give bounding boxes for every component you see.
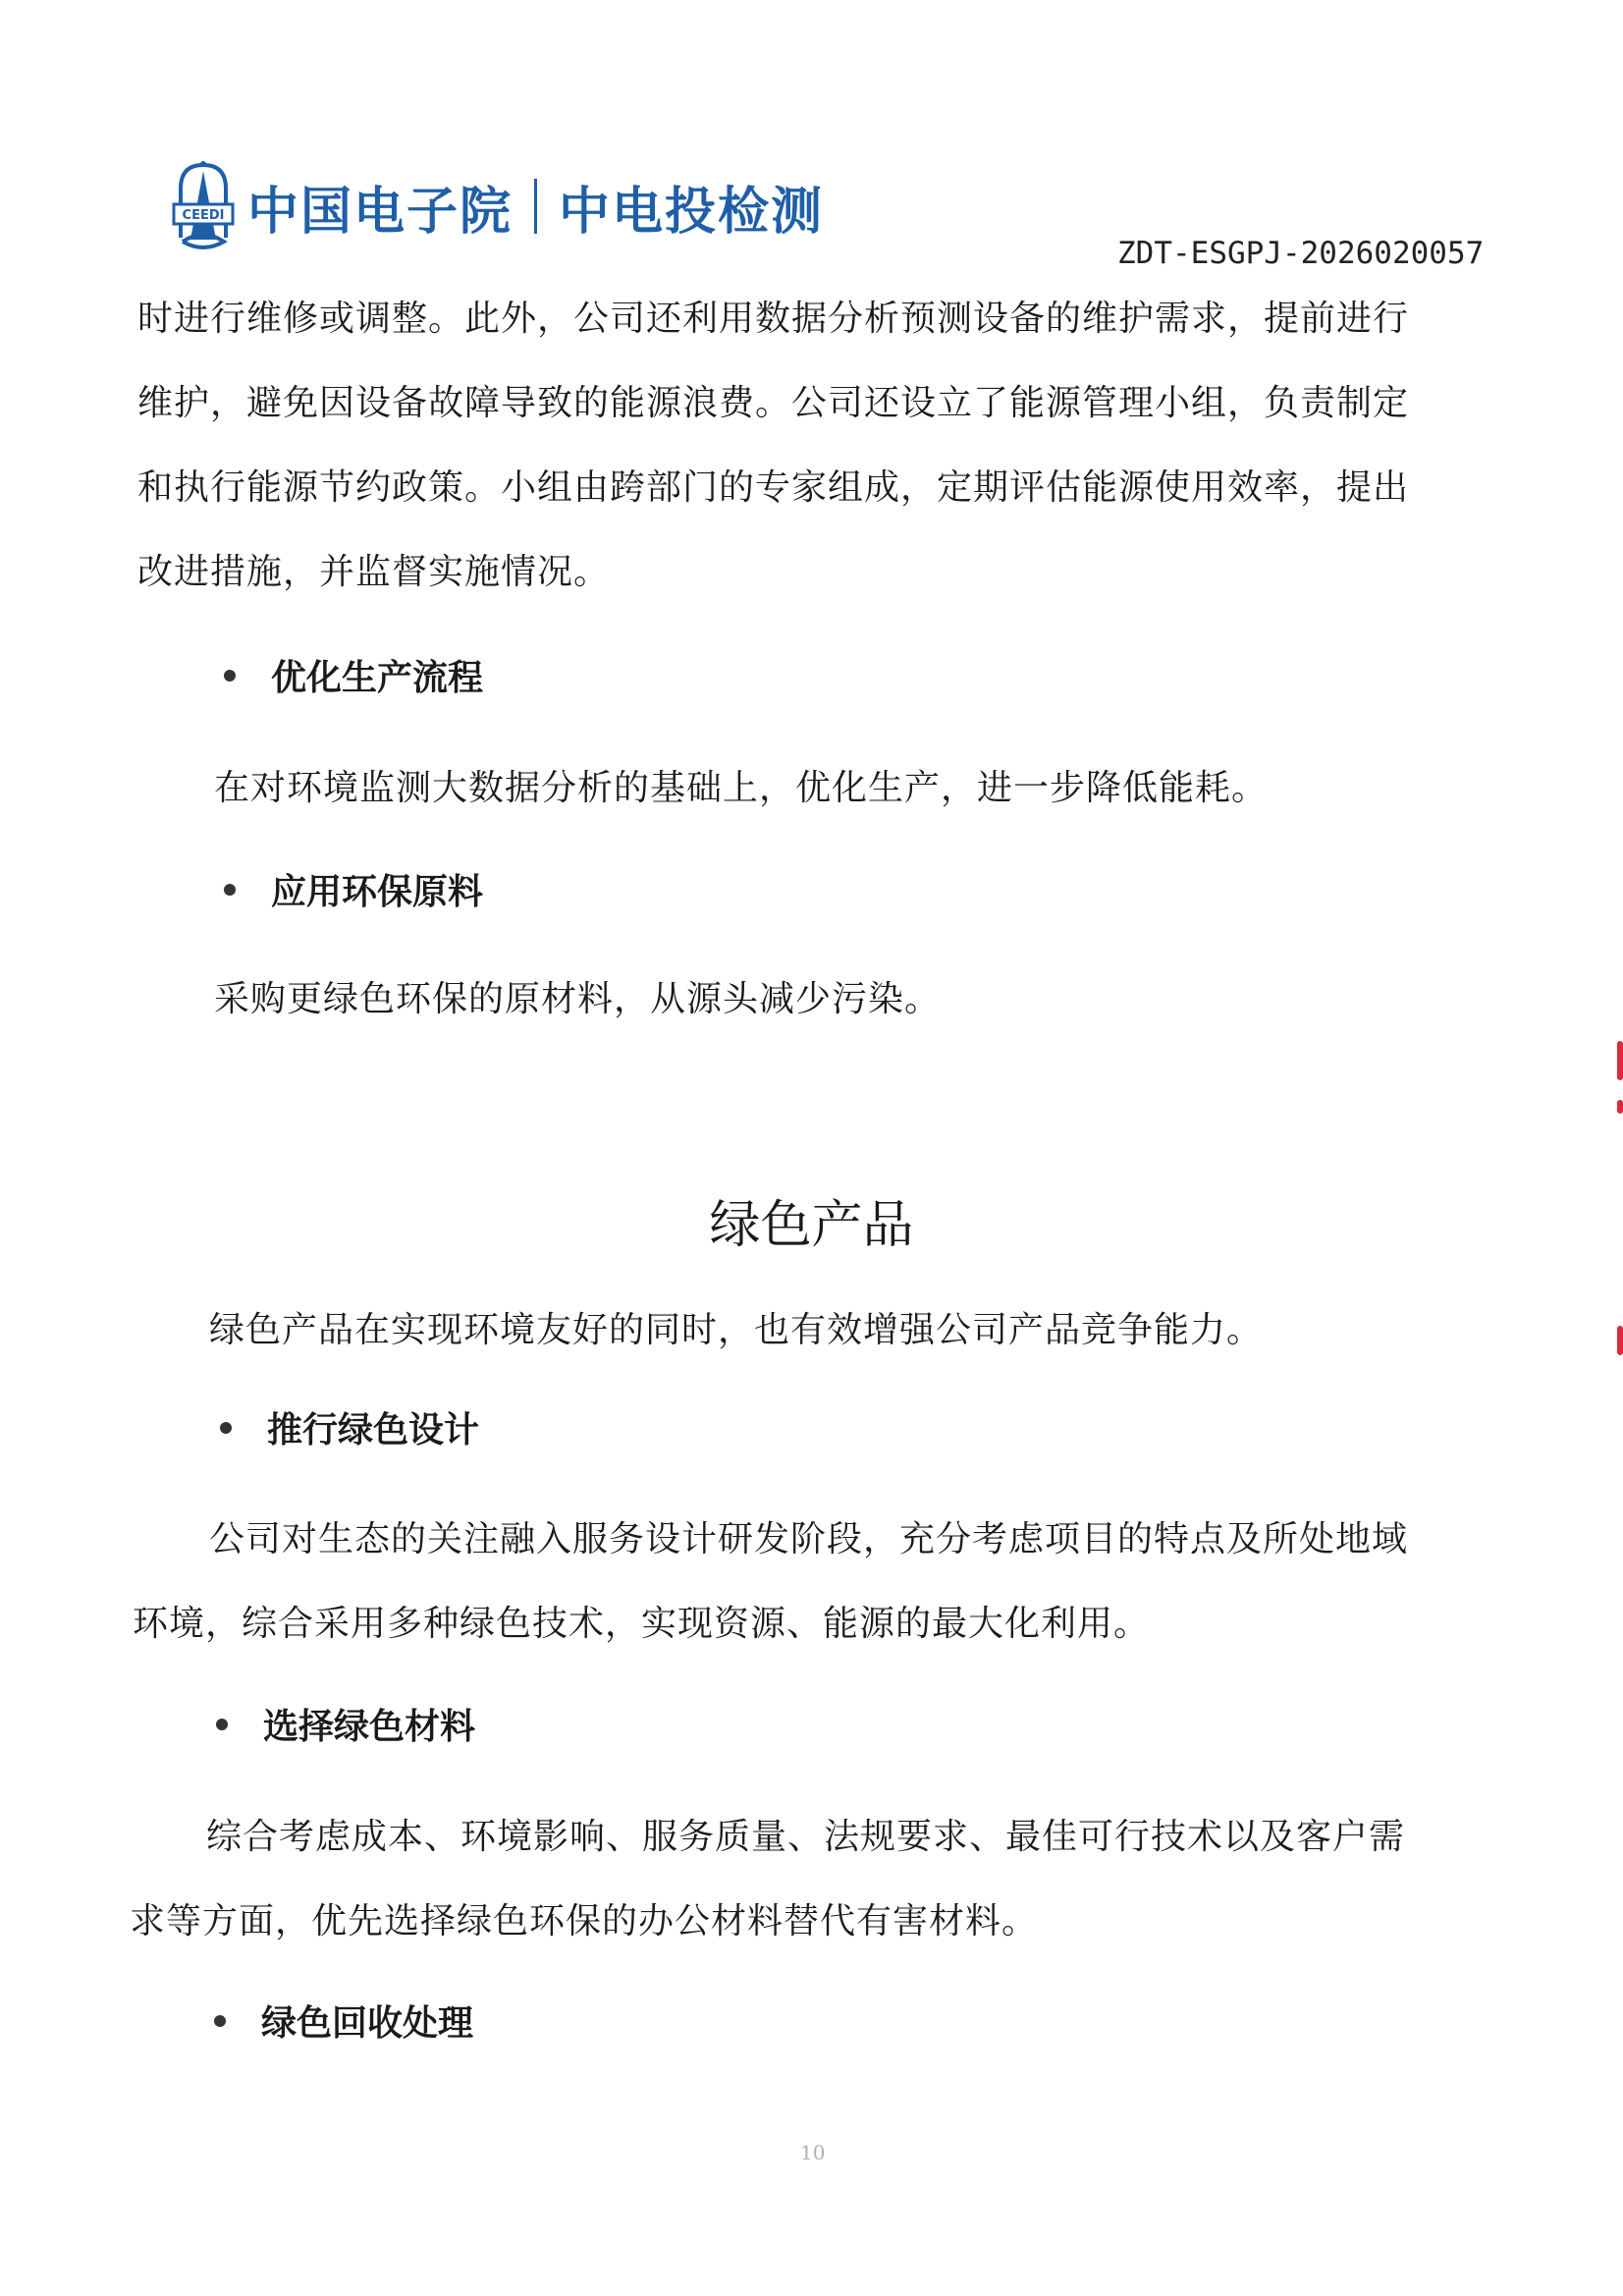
- section-intro: 绿色产品在实现环境友好的同时，也有效增强公司产品竞争能力。: [209, 1310, 1264, 1350]
- intro-paragraph: [137, 277, 1463, 615]
- document-id: ZDT-ESGPJ-2026020057: [1117, 236, 1485, 271]
- bullet-heading-text: 应用环保原料: [271, 872, 484, 912]
- page-number: 10: [800, 2141, 826, 2164]
- seal-fragment: [1617, 1100, 1623, 1114]
- paragraph-line: 环境，综合采用多种绿色技术，实现资源、能源的最大化利用。: [133, 1604, 1151, 1644]
- bullet-heading: [224, 864, 483, 914]
- seal-fragment: [1617, 1041, 1623, 1080]
- bullet-body: 采购更绿色环保的原材料，从源头减少污染。: [214, 979, 942, 1019]
- paragraph-line: 改进措施，并监督实施情况。: [137, 552, 611, 592]
- bullet-body: 在对环境监测大数据分析的基础上，优化生产，进一步降低能耗。: [214, 768, 1269, 808]
- seal-fragment: [1617, 1326, 1623, 1355]
- bullet-heading-text: 绿色回收处理: [261, 2003, 474, 2044]
- logo-divider: [534, 179, 537, 234]
- bullet-heading: [220, 1402, 479, 1452]
- bullet-heading-text: 优化生产流程: [271, 658, 484, 698]
- bullet-icon: [220, 1422, 232, 1434]
- bullet-icon: [224, 884, 236, 896]
- svg-text:CEEDI: CEEDI: [182, 208, 225, 223]
- bullet-heading: [224, 650, 483, 700]
- bullet-icon: [214, 2015, 226, 2027]
- paragraph-line: 公司对生态的关注融入服务设计研发阶段，充分考虑项目的特点及所处地域: [209, 1519, 1409, 1559]
- section-title: 绿色产品: [709, 1196, 914, 1255]
- bullet-heading: [214, 1995, 473, 2046]
- bullet-heading: [216, 1699, 475, 1749]
- paragraph-line: 时进行维修或调整。此外，公司还利用数据分析预测设备的维护需求，提前进行: [137, 299, 1410, 339]
- bullet-icon: [216, 1719, 228, 1730]
- bullet-icon: [224, 670, 236, 682]
- bullet-heading-text: 选择绿色材料: [263, 1707, 476, 1747]
- paragraph-line: 和执行能源节约政策。小组由跨部门的专家组成，定期评估能源使用效率，提出: [137, 467, 1410, 508]
- bullet-heading-text: 推行绿色设计: [267, 1410, 480, 1450]
- bullet-body: [133, 1498, 1458, 1667]
- paragraph-line: 综合考虑成本、环境影响、服务质量、法规要求、最佳可行技术以及客户需: [206, 1817, 1406, 1857]
- paragraph-line: 维护，避免因设备故障导致的能源浪费。公司还设立了能源管理小组，负责制定: [137, 383, 1410, 423]
- org-name-secondary: 中电投检测: [559, 182, 825, 242]
- bullet-body: [130, 1795, 1455, 1964]
- ceedi-emblem-icon: [169, 159, 238, 253]
- paragraph-line: 求等方面，优先选择绿色环保的办公材料替代有害材料。: [130, 1901, 1039, 1941]
- org-name-primary: 中国电子院: [247, 182, 514, 242]
- org-logo: [169, 157, 824, 255]
